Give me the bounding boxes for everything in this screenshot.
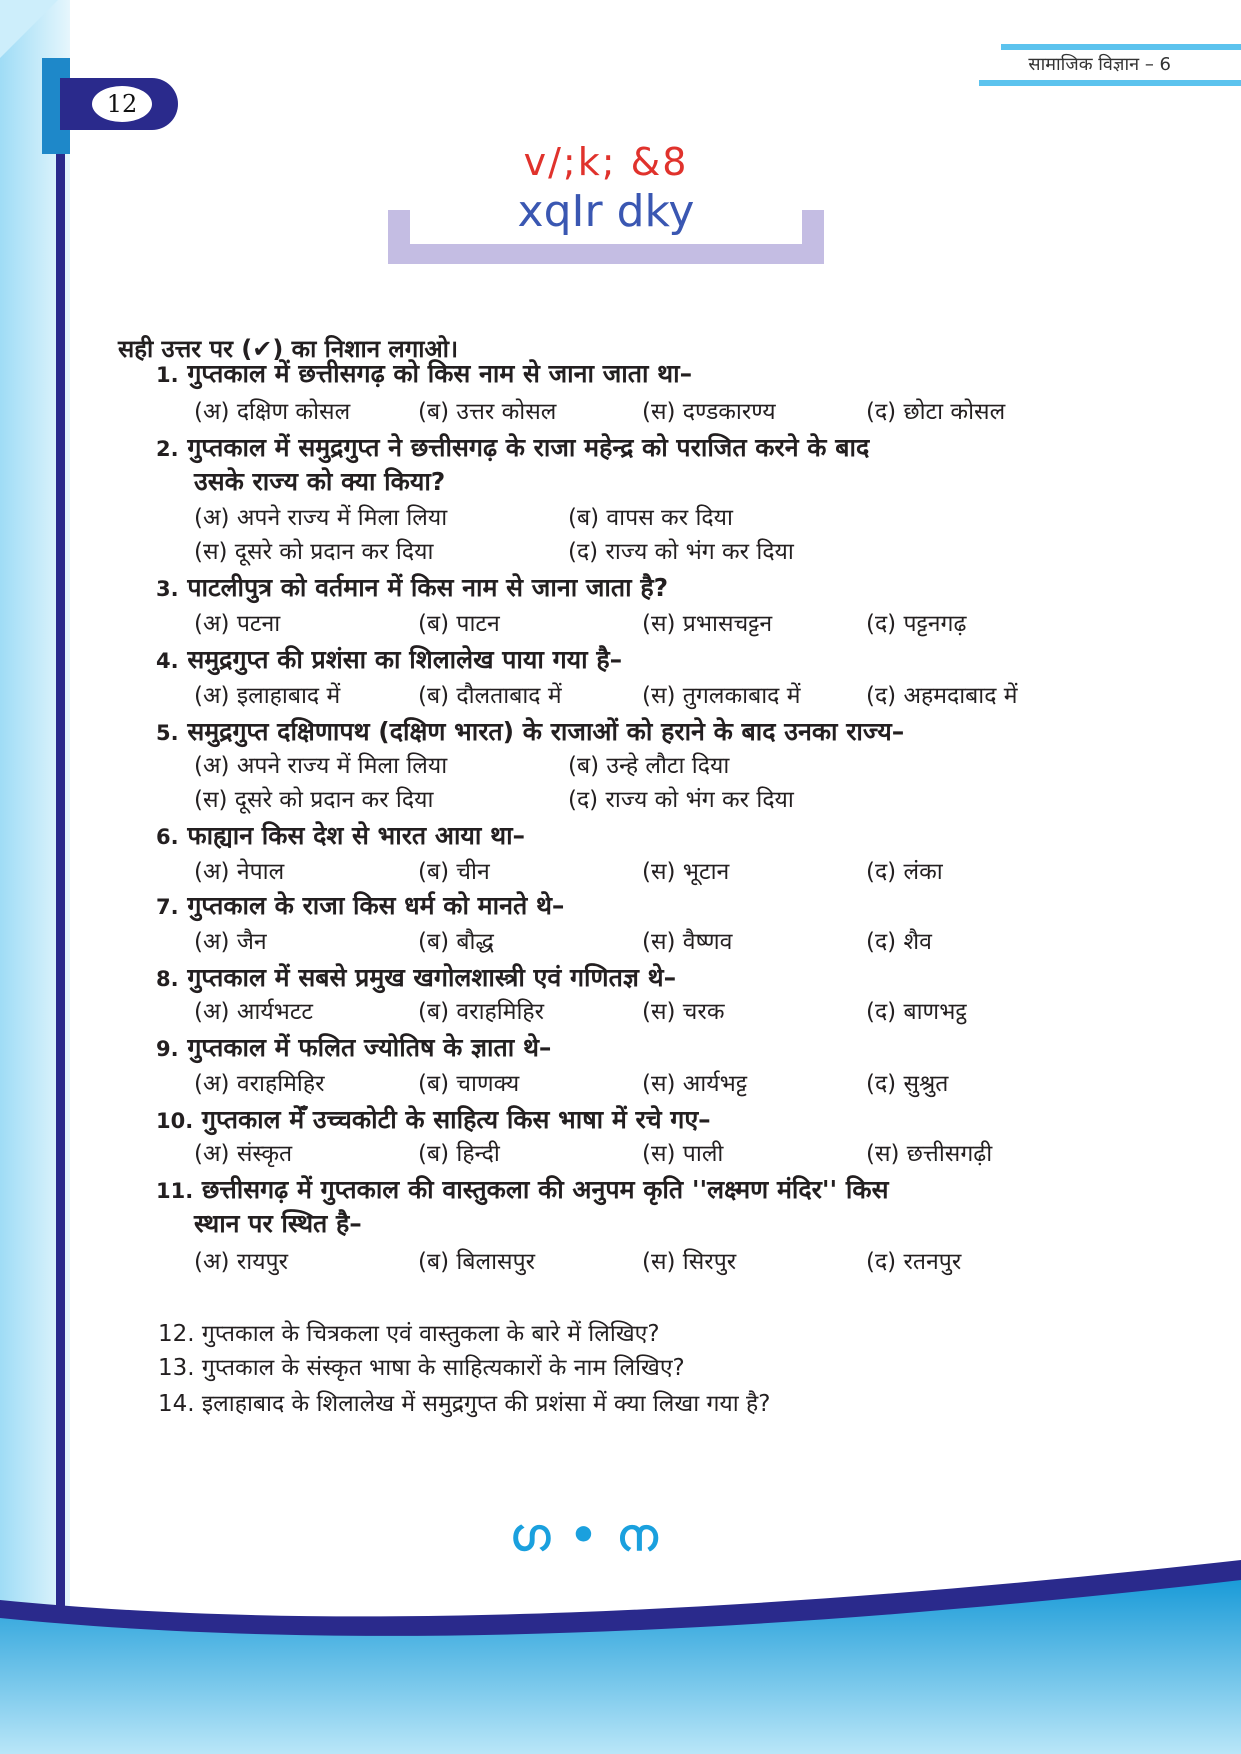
- question-text: गुप्तकाल में सबसे प्रमुख खगोलशास्त्री एवं गणितज्ञ थे–: [187, 963, 677, 992]
- question-number: 8.: [156, 967, 179, 991]
- short-question: 14. इलाहाबाद के शिलालेख में समुद्रगुप्त की प्रशंसा में क्या लिखा गया है?: [158, 1391, 771, 1417]
- option-item: (अ) जैन: [194, 929, 267, 955]
- question-number: 3.: [156, 577, 179, 601]
- option-item: (अ) अपने राज्य में मिला लिया: [194, 753, 448, 779]
- question-5: [156, 714, 904, 748]
- option-item: (अ) संस्कृत: [194, 1141, 293, 1167]
- option-item: (स) दूसरे को प्रदान कर दिया: [194, 787, 434, 813]
- option-item: (स) तुगलकाबाद में: [642, 683, 801, 709]
- option-item: (ब) वराहमिहिर: [418, 999, 545, 1025]
- question-text: गुप्तकाल के राजा किस धर्म को मानते थे–: [187, 891, 565, 920]
- option-item: (ब) चीन: [418, 859, 490, 885]
- option-item: (द) रतनपुर: [866, 1249, 962, 1275]
- footer-wave: [0, 1560, 1241, 1754]
- question-8: [156, 960, 676, 994]
- option-item: (द) छोटा कोसल: [866, 399, 1006, 425]
- question-text: गुप्तकाल में समुद्रगुप्त ने छत्तीसगढ़ के राजा महेन्द्र को पराजित करने के बाद: [187, 433, 870, 462]
- question-text: फाह्यान किस देश से भारत आया था–: [187, 821, 526, 850]
- instruction-text-after: ) का निशान लगाओ।: [272, 335, 459, 363]
- footer-logo: ഗ • ന: [510, 1510, 660, 1561]
- question-number: 10.: [156, 1109, 194, 1133]
- option-item: (ब) बिलासपुर: [418, 1249, 536, 1275]
- question-2: [156, 430, 869, 464]
- short-question: 13. गुप्तकाल के संस्कृत भाषा के साहित्यकारों के नाम लिखिए?: [158, 1355, 685, 1381]
- option-item: (द) सुश्रुत: [866, 1071, 949, 1097]
- question-number: 6.: [156, 825, 179, 849]
- option-item: (ब) दौलताबाद में: [418, 683, 562, 709]
- question-number: 5.: [156, 721, 179, 745]
- option-item: (स) पाली: [642, 1141, 724, 1167]
- option-item: (अ) नेपाल: [194, 859, 285, 885]
- option-item: (द) अहमदाबाद में: [866, 683, 1018, 709]
- page-number: 12: [92, 86, 152, 122]
- option-item: (ब) उन्हे लौटा दिया: [568, 753, 730, 779]
- option-item: (द) बाणभट्ठ: [866, 999, 967, 1025]
- question-text: गुप्तकाल मेँ उच्चकोटी के साहित्य किस भाषा में रचे गए–: [201, 1105, 711, 1134]
- short-question: 12. गुप्तकाल के चित्रकला एवं वास्तुकला के बारे में लिखिए?: [158, 1321, 660, 1347]
- option-item: (स) दण्डकारण्य: [642, 399, 776, 425]
- question-9: [156, 1030, 551, 1064]
- option-item: (द) पट्टनगढ़: [866, 611, 967, 637]
- question-text: गुप्तकाल में फलित ज्योतिष के ज्ञाता थे–: [187, 1033, 552, 1062]
- question-number: 7.: [156, 895, 179, 919]
- option-item: (ब) उत्तर कोसल: [418, 399, 557, 425]
- instruction-text-before: सही उत्तर पर (: [118, 335, 253, 363]
- corner-decoration: [0, 0, 58, 58]
- option-item: (स) आर्यभट्ट: [642, 1071, 748, 1097]
- option-item: (अ) अपने राज्य में मिला लिया: [194, 505, 448, 531]
- option-item: (स) वैष्णव: [642, 929, 733, 955]
- question-number: 4.: [156, 649, 179, 673]
- question-number: 1.: [156, 363, 179, 387]
- option-item: (ब) हिन्दी: [418, 1141, 500, 1167]
- question-text-continued: उसके राज्य को क्या किया?: [194, 467, 446, 496]
- option-item: (ब) बौद्ध: [418, 929, 494, 955]
- option-item: (स) भूटान: [642, 859, 730, 885]
- option-item: (अ) दक्षिण कोसल: [194, 399, 351, 425]
- question-number: 9.: [156, 1037, 179, 1061]
- option-item: (द) राज्य को भंग कर दिया: [568, 787, 794, 813]
- question-text: समुद्रगुप्त दक्षिणापथ (दक्षिण भारत) के राजाओं को हराने के बाद उनका राज्य–: [187, 717, 905, 746]
- question-number: 2.: [156, 437, 179, 461]
- option-item: (अ) वराहमिहिर: [194, 1071, 325, 1097]
- left-vertical-bar: [56, 58, 65, 1618]
- question-number: 11.: [156, 1179, 194, 1203]
- question-10: [156, 1102, 711, 1136]
- question-text: पाटलीपुत्र को वर्तमान में किस नाम से जाना जाता है?: [187, 573, 669, 602]
- question-6: [156, 818, 525, 852]
- question-3: [156, 570, 668, 604]
- option-item: (अ) पटना: [194, 611, 281, 637]
- running-head-rule-bottom: [979, 80, 1241, 86]
- option-item: (अ) आर्यभटट: [194, 999, 314, 1025]
- question-text-continued: स्थान पर स्थित है–: [194, 1209, 362, 1238]
- option-item: (ब) पाटन: [418, 611, 500, 637]
- question-4: [156, 642, 622, 676]
- option-item: (द) शैव: [866, 929, 932, 955]
- question-text: छत्तीसगढ़ में गुप्तकाल की वास्तुकला की अनुपम कृति ''लक्ष्मण मंदिर'' किस: [201, 1175, 889, 1204]
- option-item: (स) सिरपुर: [642, 1249, 737, 1275]
- option-item: (अ) रायपुर: [194, 1249, 289, 1275]
- check-icon: ✔: [252, 335, 273, 363]
- question-11: [156, 1172, 888, 1206]
- option-item: (स) छत्तीसगढ़ी: [866, 1141, 993, 1167]
- option-item: (द) राज्य को भंग कर दिया: [568, 539, 794, 565]
- option-item: (ब) चाणक्य: [418, 1071, 520, 1097]
- question-text: समुद्रगुप्त की प्रशंसा का शिलालेख पाया गया है–: [187, 645, 623, 674]
- option-item: (स) चरक: [642, 999, 725, 1025]
- option-item: (स) प्रभासचट्टन: [642, 611, 773, 637]
- option-item: (द) लंका: [866, 859, 943, 885]
- chapter-title: xqIr dky: [517, 186, 695, 237]
- chapter-number: v/;k; &8: [523, 140, 689, 184]
- question-text: गुप्तकाल में छत्तीसगढ़ को किस नाम से जाना जाता था–: [187, 359, 693, 388]
- running-head-rule-top: [1001, 44, 1241, 50]
- running-head: सामाजिक विज्ञान – 6: [1028, 54, 1171, 75]
- question-1: [156, 356, 692, 390]
- option-item: (ब) वापस कर दिया: [568, 505, 733, 531]
- question-7: [156, 888, 564, 922]
- option-item: (स) दूसरे को प्रदान कर दिया: [194, 539, 434, 565]
- option-item: (अ) इलाहाबाद में: [194, 683, 341, 709]
